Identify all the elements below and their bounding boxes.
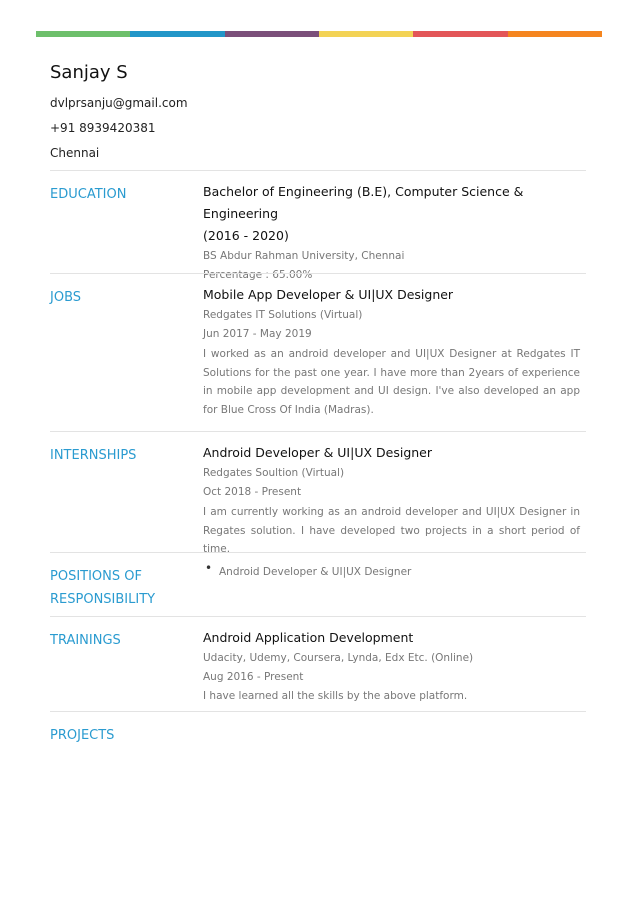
internship-dates: Oct 2018 - Present: [203, 486, 302, 498]
stripe-yellow: [319, 31, 413, 37]
candidate-name: Sanjay S: [50, 62, 128, 83]
section-title-trainings: TRAININGS: [50, 633, 121, 648]
stripe-orange: [508, 31, 602, 37]
stripe-red: [413, 31, 507, 37]
degree-years: (2016 - 2020): [203, 228, 289, 243]
city: Chennai: [50, 146, 100, 160]
school: BS Abdur Rahman University, Chennai: [203, 250, 405, 262]
list-item: • Android Developer & UI|UX Designer: [203, 563, 580, 582]
internship-role: Android Developer & UI|UX Designer: [203, 445, 433, 460]
internship-company: Redgates Soultion (Virtual): [203, 467, 345, 479]
email[interactable]: dvlprsanju@gmail.com: [50, 96, 188, 110]
percentage: Percentage : 65.00%: [203, 269, 313, 281]
training-description: I have learned all the skills by the above platform.: [203, 690, 468, 702]
section-education: [50, 170, 586, 281]
resume-header: [50, 62, 188, 172]
section-projects: [50, 711, 586, 772]
color-stripe-bar: [36, 31, 602, 37]
section-title-positions: [50, 565, 190, 611]
training-course: Android Application Development: [203, 630, 414, 645]
job-role: Mobile App Developer & UI|UX Designer: [203, 287, 454, 302]
training-providers: Udacity, Udemy, Coursera, Lynda, Edx Etc. (Online): [203, 652, 474, 664]
section-positions: [50, 552, 586, 616]
stripe-blue: [130, 31, 224, 37]
job-dates: Jun 2017 - May 2019: [203, 328, 312, 340]
education-entry: [203, 181, 580, 285]
training-entry: [203, 627, 580, 706]
job-company: Redgates IT Solutions (Virtual): [203, 309, 363, 321]
job-entry: [203, 284, 580, 419]
positions-list: [203, 563, 580, 582]
section-internships: [50, 431, 586, 555]
stripe-purple: [225, 31, 319, 37]
section-jobs: [50, 273, 586, 431]
stripe-green: [36, 31, 130, 37]
degree-title: Bachelor of Engineering (B.E), Computer Science & Engineering: [203, 184, 524, 221]
job-description: I worked as an android developer and UI|UX Designer at Redgates IT Solutions for the past one year. I have more than 2years of experience in mobile app development and UI design. I've also developed an app for Blue Cross Of India (Madras).: [203, 348, 580, 416]
section-title-positions-line2: RESPONSIBILITY: [50, 592, 156, 607]
internship-entry: [203, 442, 580, 559]
phone[interactable]: +91 8939420381: [50, 121, 156, 135]
section-title-projects: PROJECTS: [50, 728, 115, 743]
section-title-education: EDUCATION: [50, 187, 127, 202]
section-title-positions-line1: POSITIONS OF: [50, 569, 142, 584]
internship-description: I am currently working as an android developer and UI|UX Designer in Regates solution. I have developed two projects in a short period of time.: [203, 506, 580, 555]
section-trainings: [50, 616, 586, 711]
section-title-internships: INTERNSHIPS: [50, 448, 137, 463]
training-dates: Aug 2016 - Present: [203, 671, 304, 683]
section-title-jobs: JOBS: [50, 290, 82, 305]
